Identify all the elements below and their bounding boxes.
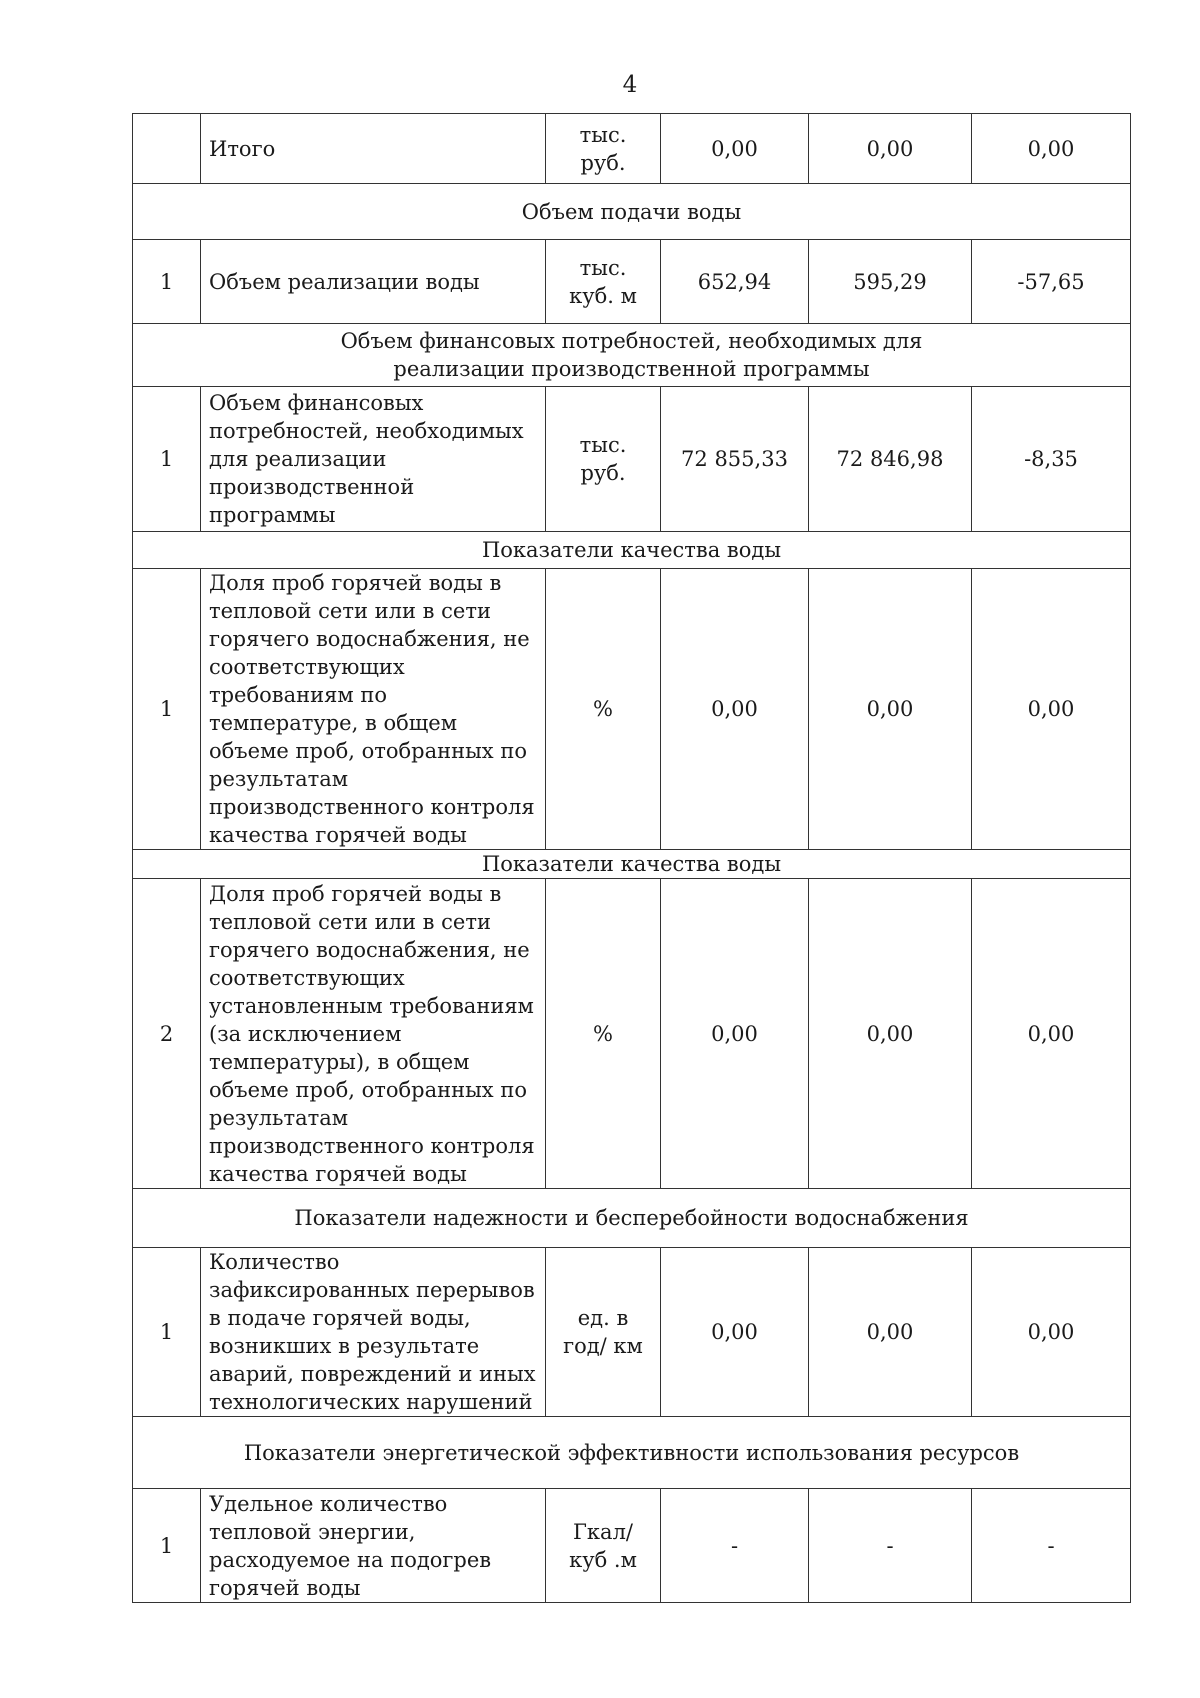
value-cell-1: 0,00 bbox=[661, 569, 809, 850]
unit-cell: ед. в год/ км bbox=[546, 1248, 661, 1417]
value-cell-3: 0,00 bbox=[972, 879, 1131, 1189]
unit-cell: Гкал/куб .м bbox=[546, 1489, 661, 1603]
indicator-name: Доля проб горячей воды в тепловой сети или в сети горячего водоснабжения, не соответствующих требованиям по температуре, в общем объеме проб, отобранных по результатам производственного контроля качества горячей воды bbox=[201, 569, 546, 850]
row-number: 1 bbox=[133, 240, 201, 324]
table-row bbox=[133, 240, 1131, 324]
value-cell-2: 0,00 bbox=[809, 569, 972, 850]
unit-cell: тыс. куб. м bbox=[546, 240, 661, 324]
value-cell-2: - bbox=[809, 1489, 972, 1603]
row-number: 1 bbox=[133, 387, 201, 532]
table-row bbox=[133, 1248, 1131, 1417]
section-row bbox=[133, 1189, 1131, 1248]
section-row bbox=[133, 850, 1131, 879]
indicator-name: Объем финансовых потребностей, необходимых для реализации производственной программы bbox=[201, 387, 546, 532]
table-row bbox=[133, 114, 1131, 184]
row-number: 2 bbox=[133, 879, 201, 1189]
value-cell-2: 0,00 bbox=[809, 1248, 972, 1417]
unit-cell: тыс. руб. bbox=[546, 387, 661, 532]
table-row bbox=[133, 569, 1131, 850]
value-cell-2: 0,00 bbox=[809, 114, 972, 184]
value-cell-3: 0,00 bbox=[972, 1248, 1131, 1417]
unit-cell: % bbox=[546, 569, 661, 850]
value-cell-3: 0,00 bbox=[972, 114, 1131, 184]
section-title: Показатели энергетической эффективности использования ресурсов bbox=[133, 1417, 1131, 1489]
value-cell-1: 72 855,33 bbox=[661, 387, 809, 532]
section-title: Объем финансовых потребностей, необходимых для реализации производственной программы bbox=[133, 324, 1131, 387]
page-number: 4 bbox=[622, 72, 638, 98]
value-cell-3: -8,35 bbox=[972, 387, 1131, 532]
value-cell-2: 0,00 bbox=[809, 879, 972, 1189]
value-cell-1: - bbox=[661, 1489, 809, 1603]
row-number: 1 bbox=[133, 1248, 201, 1417]
section-title: Показатели качества воды bbox=[133, 850, 1131, 879]
indicator-name: Объем реализации воды bbox=[201, 240, 546, 324]
row-number: 1 bbox=[133, 569, 201, 850]
value-cell-1: 652,94 bbox=[661, 240, 809, 324]
indicators-table bbox=[132, 113, 1131, 1603]
value-cell-3: 0,00 bbox=[972, 569, 1131, 850]
table-row bbox=[133, 1489, 1131, 1603]
section-row bbox=[133, 184, 1131, 240]
indicator-name: Количество зафиксированных перерывов в подаче горячей воды, возникших в результате аварий, повреждений и иных технологических нарушений bbox=[201, 1248, 546, 1417]
table-row bbox=[133, 879, 1131, 1189]
table-row bbox=[133, 387, 1131, 532]
section-title: Объем подачи воды bbox=[133, 184, 1131, 240]
value-cell-2: 595,29 bbox=[809, 240, 972, 324]
value-cell-1: 0,00 bbox=[661, 1248, 809, 1417]
indicator-name: Итого bbox=[201, 114, 546, 184]
section-title: Показатели надежности и бесперебойности водоснабжения bbox=[133, 1189, 1131, 1248]
value-cell-1: 0,00 bbox=[661, 114, 809, 184]
value-cell-3: - bbox=[972, 1489, 1131, 1603]
indicator-name: Удельное количество тепловой энергии, расходуемое на подогрев горячей воды bbox=[201, 1489, 546, 1603]
row-number: 1 bbox=[133, 1489, 201, 1603]
unit-cell: тыс. руб. bbox=[546, 114, 661, 184]
section-row bbox=[133, 1417, 1131, 1489]
row-number bbox=[133, 114, 201, 184]
value-cell-2: 72 846,98 bbox=[809, 387, 972, 532]
section-row bbox=[133, 324, 1131, 387]
section-row bbox=[133, 532, 1131, 569]
section-title: Показатели качества воды bbox=[133, 532, 1131, 569]
value-cell-1: 0,00 bbox=[661, 879, 809, 1189]
value-cell-3: -57,65 bbox=[972, 240, 1131, 324]
unit-cell: % bbox=[546, 879, 661, 1189]
indicator-name: Доля проб горячей воды в тепловой сети или в сети горячего водоснабжения, не соответствующих установленным требованиям (за исключением температуры), в общем объеме проб, отобранных по результатам производственного контроля качества горячей воды bbox=[201, 879, 546, 1189]
